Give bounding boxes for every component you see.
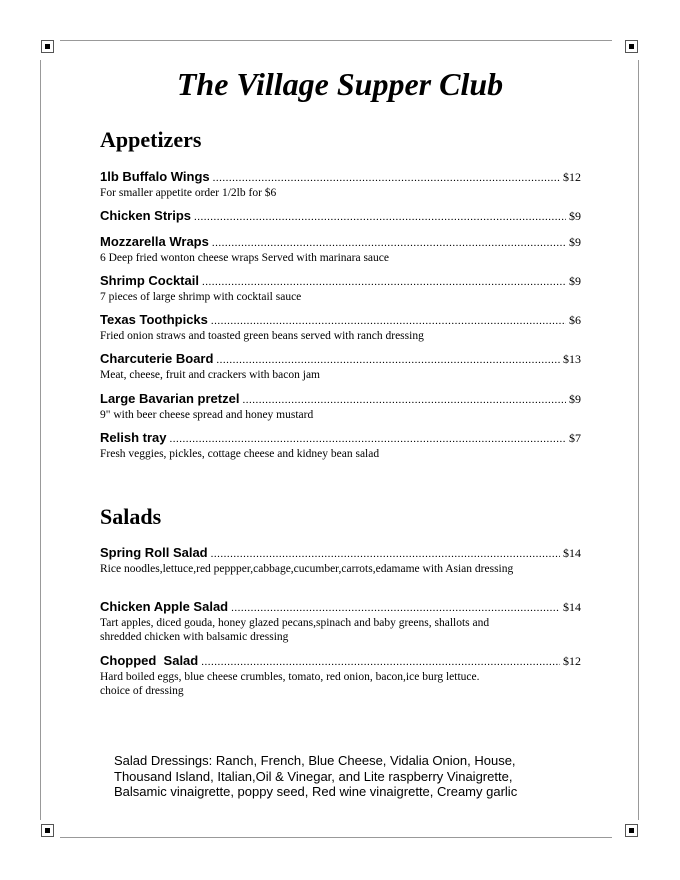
item-price: $9 <box>569 274 581 288</box>
menu-item <box>100 430 581 461</box>
menu-title: The Village Supper Club <box>176 66 504 102</box>
item-name: Shrimp Cocktail <box>100 273 199 288</box>
menu-item <box>100 545 581 576</box>
salad-dressings-note: Salad Dressings: Ranch, French, Blue Cheese, Vidalia Onion, House, Thousand Island, Italian,Oil & Vinegar, and Lite raspberry Vinaigrette, Balsamic vinaigrette, poppy seed, Red wine vinaigrette, Creamy garlic <box>114 753 518 799</box>
menu-item <box>100 391 581 422</box>
item-name: Large Bavarian pretzel <box>100 391 240 406</box>
menu-item <box>100 169 581 200</box>
menu-item <box>100 351 581 382</box>
corner-marker-bottom-left <box>41 824 54 837</box>
menu-item <box>100 273 581 304</box>
item-description: 7 pieces of large shrimp with cocktail sauce <box>100 291 302 303</box>
item-price: $9 <box>569 235 581 249</box>
item-price: $9 <box>569 209 581 223</box>
item-description: Hard boiled eggs, blue cheese crumbles, tomato, red onion, bacon,ice burg lettuce. choice of dressing <box>100 671 480 697</box>
dot-leader <box>201 656 560 668</box>
item-name: Texas Toothpicks <box>100 312 208 327</box>
item-description: Meat, cheese, fruit and crackers with bacon jam <box>100 369 320 381</box>
item-name: Chopped Salad <box>100 653 199 668</box>
dot-leader <box>242 394 566 406</box>
item-name: Mozzarella Wraps <box>100 234 209 249</box>
dot-leader <box>213 172 560 184</box>
dot-leader <box>216 354 560 366</box>
item-name: Chicken Strips <box>100 208 192 223</box>
corner-marker-bottom-right <box>625 824 638 837</box>
appetizers-heading: Appetizers <box>100 127 202 152</box>
item-name: Spring Roll Salad <box>100 545 208 560</box>
item-name: 1lb Buffalo Wings <box>100 169 210 184</box>
menu-item <box>100 312 581 343</box>
item-description: Rice noodles,lettuce,red peppper,cabbage,cucumber,carrots,edamame with Asian dressing <box>100 563 514 575</box>
item-price: $14 <box>563 546 581 560</box>
item-description: Tart apples, diced gouda, honey glazed pecans,spinach and baby greens, shallots and shredded chicken with balsamic dressing <box>100 617 490 643</box>
item-name: Charcuterie Board <box>100 351 214 366</box>
dot-leader <box>194 211 566 223</box>
item-description: For smaller appetite order 1/2lb for $6 <box>100 187 277 199</box>
frame-top-border <box>60 40 612 41</box>
item-price: $12 <box>563 170 581 184</box>
item-description: Fresh veggies, pickles, cottage cheese and kidney bean salad <box>100 448 380 460</box>
menu-item <box>100 234 581 265</box>
item-price: $7 <box>569 431 581 445</box>
frame-left-border <box>40 60 41 820</box>
frame-right-border <box>638 60 639 820</box>
dot-leader <box>169 433 566 445</box>
item-price: $13 <box>563 352 581 366</box>
item-description: 9" with beer cheese spread and honey mustard <box>100 409 314 421</box>
item-name: Chicken Apple Salad <box>100 599 229 614</box>
dot-leader <box>202 276 566 288</box>
corner-marker-top-right <box>625 40 638 53</box>
menu-item <box>100 208 581 225</box>
item-price: $9 <box>569 392 581 406</box>
item-description: 6 Deep fried wonton cheese wraps Served with marinara sauce <box>100 252 389 264</box>
item-price: $14 <box>563 600 581 614</box>
salads-heading: Salads <box>100 504 162 529</box>
dot-leader <box>212 237 566 249</box>
menu-item <box>100 653 581 698</box>
dot-leader <box>211 315 566 327</box>
item-price: $6 <box>569 313 581 327</box>
dot-leader <box>211 548 560 560</box>
corner-marker-top-left <box>41 40 54 53</box>
item-description: Fried onion straws and toasted green beans served with ranch dressing <box>100 330 424 342</box>
item-price: $12 <box>563 654 581 668</box>
frame-bottom-border <box>60 837 612 838</box>
item-name: Relish tray <box>100 430 167 445</box>
menu-item <box>100 599 581 644</box>
dot-leader <box>231 602 560 614</box>
